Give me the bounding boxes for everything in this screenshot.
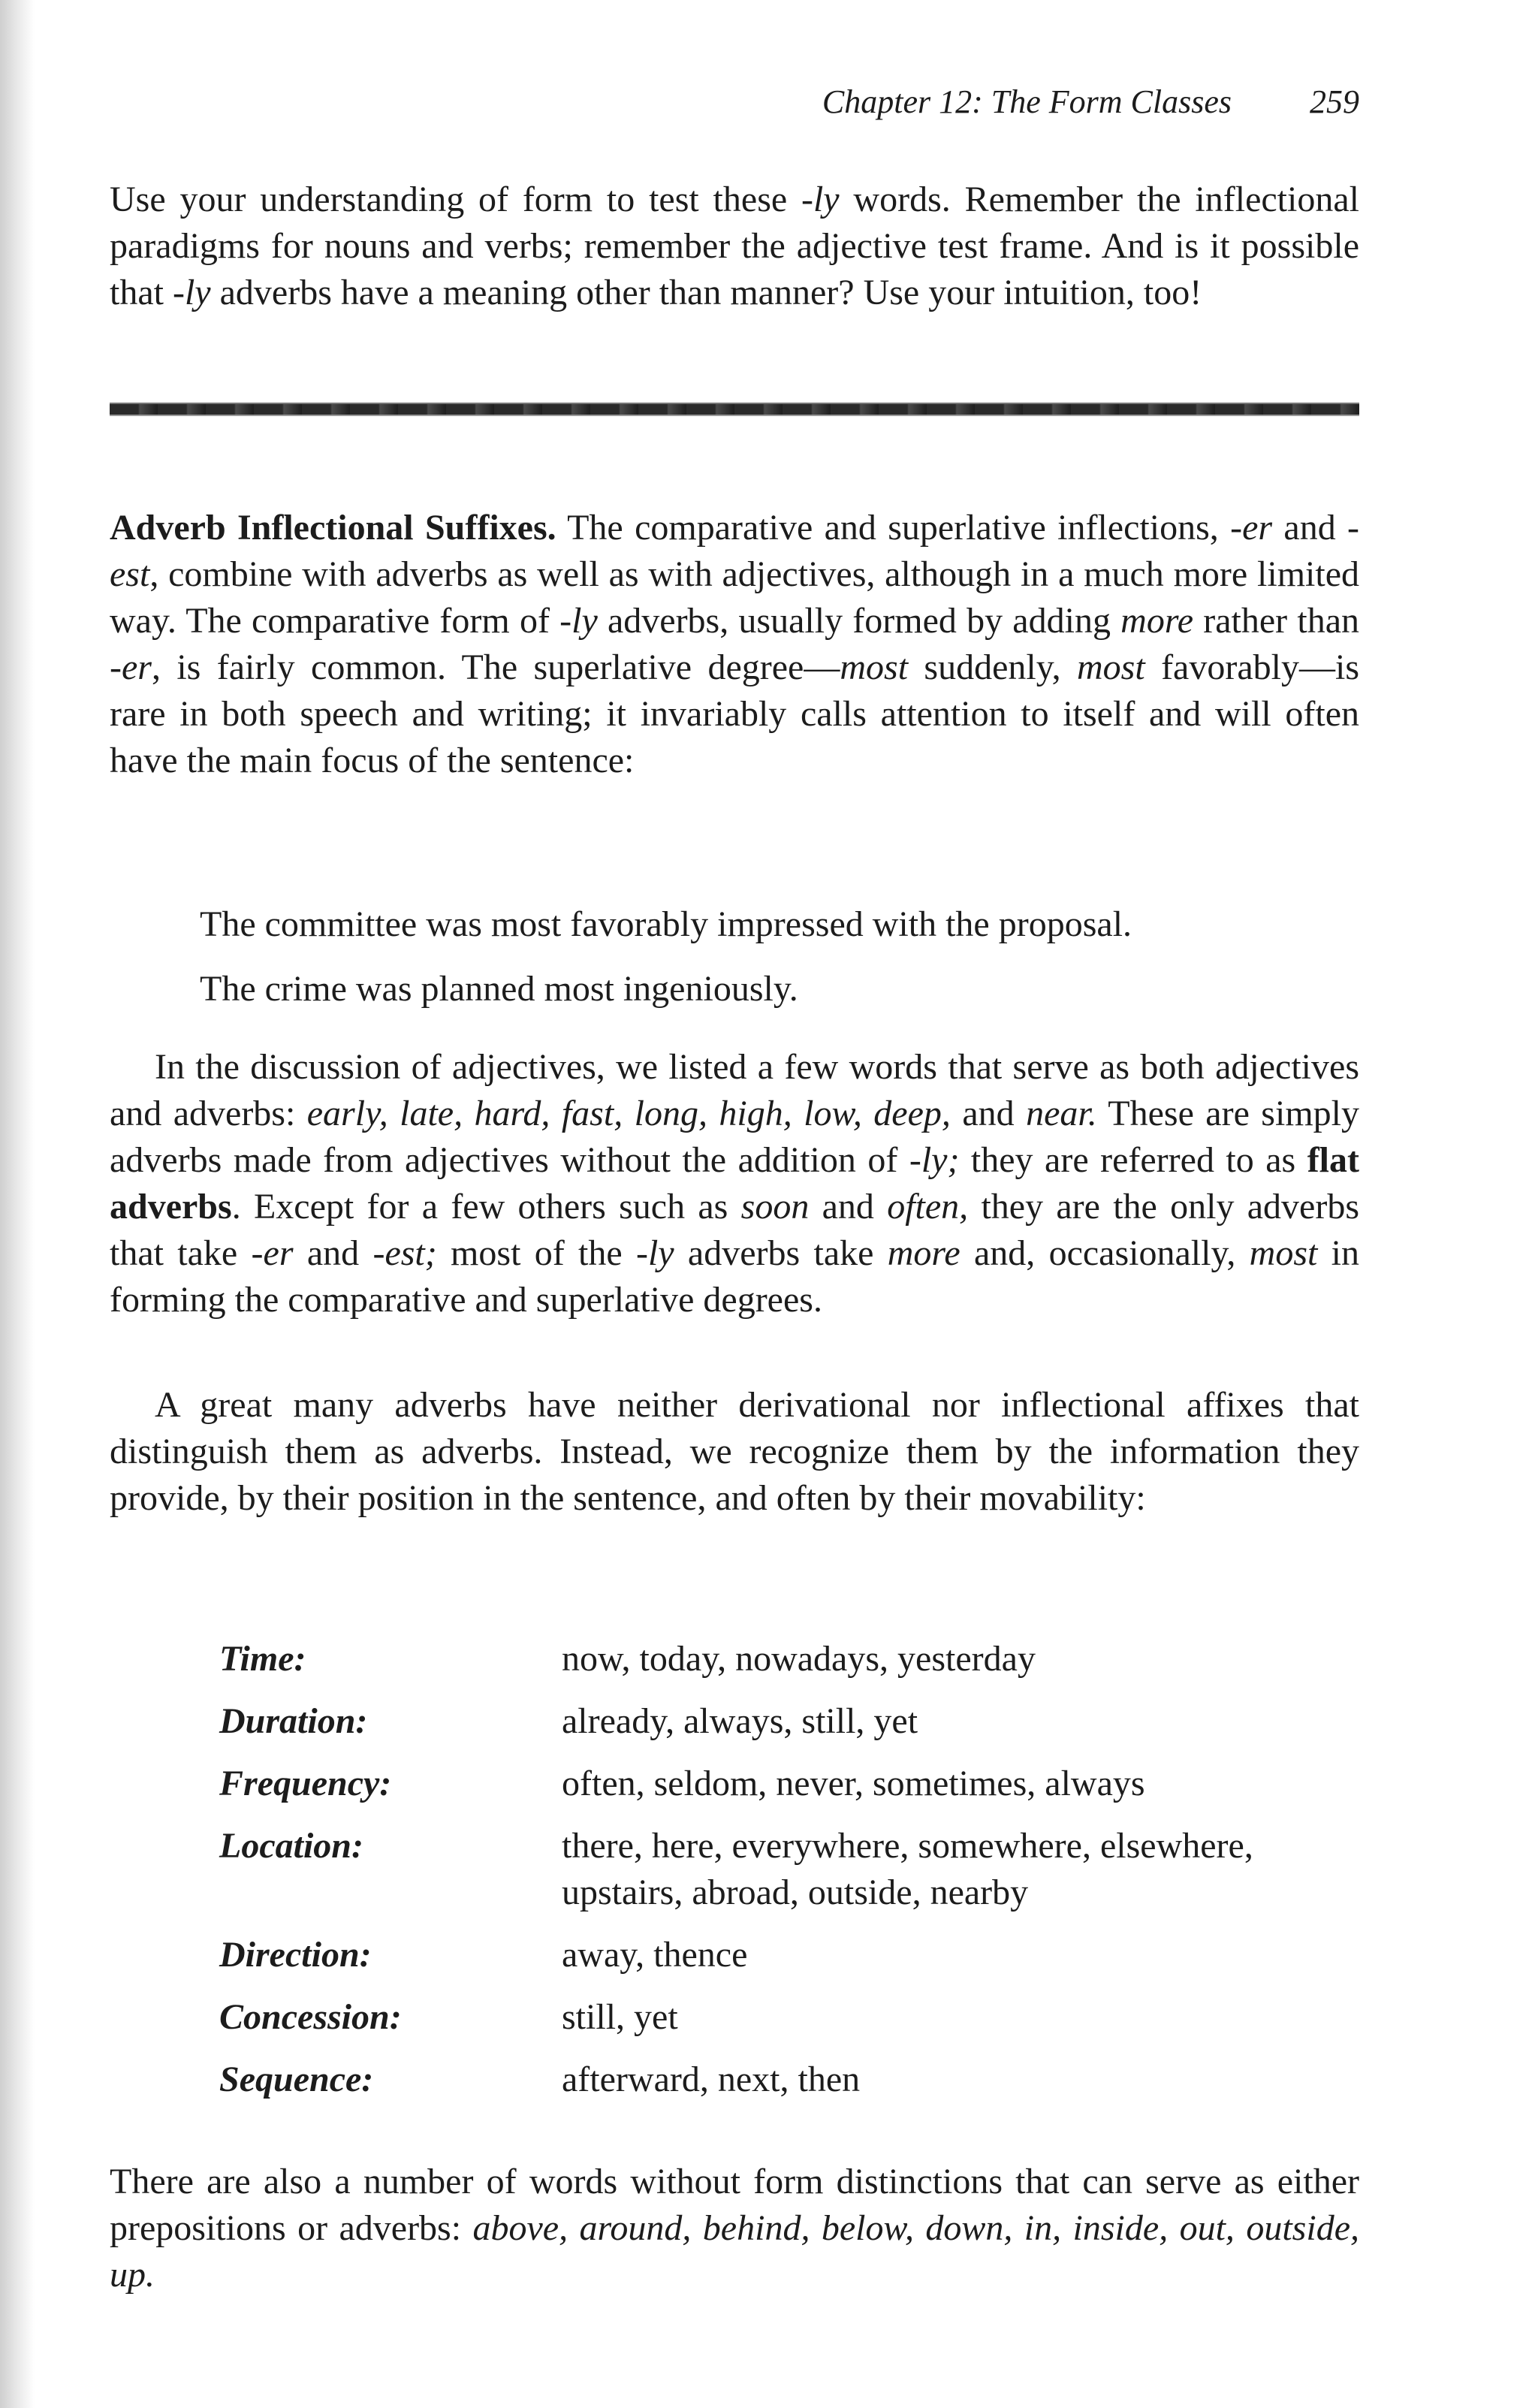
adverb-type-examples: now, today, nowadays, yesterday bbox=[562, 1639, 1036, 1679]
adverb-type-row bbox=[219, 1761, 1271, 1807]
text-run: they are the only adverbs that take bbox=[110, 1187, 1360, 1273]
text-run: suddenly, bbox=[908, 647, 1078, 687]
section-divider-rule bbox=[110, 403, 1359, 416]
example-sentences bbox=[200, 892, 1132, 1021]
adverb-type-examples: often, seldom, never, sometimes, always bbox=[562, 1764, 1145, 1803]
section-heading: Adverb Inflectional Suffixes. bbox=[110, 508, 556, 548]
example-word: near. bbox=[1026, 1094, 1097, 1133]
adverb-type-row bbox=[219, 1636, 1271, 1682]
text-run: they are referred to as bbox=[959, 1140, 1307, 1180]
suffix-er: -er bbox=[251, 1233, 294, 1273]
word-more: more bbox=[887, 1233, 960, 1273]
adverb-type-examples: there, here, everywhere, somewhere, elsewhere, upstairs, abroad, outside, nearby bbox=[562, 1826, 1253, 1912]
suffix-er: -er bbox=[1230, 508, 1273, 548]
body-paragraph bbox=[110, 2159, 1359, 2298]
suffix-ly: -ly bbox=[801, 180, 840, 219]
text-run: most of the bbox=[436, 1233, 636, 1273]
suffix-est: -est; bbox=[372, 1233, 437, 1273]
word-most: most bbox=[1249, 1233, 1318, 1273]
text-run: and bbox=[809, 1187, 888, 1227]
instructions-text bbox=[110, 177, 1359, 316]
adverb-type-label: Time: bbox=[219, 1639, 306, 1679]
example-word: often, bbox=[887, 1187, 969, 1227]
text-run: and bbox=[950, 1094, 1027, 1133]
body-paragraph: A great many adverbs have neither derivational nor inflectional affixes that distinguish them as adverbs. Instead, we recognize them by the information they provide, by their position in the sentence, and often by their movability: bbox=[110, 1385, 1359, 1518]
suffix-ly: -ly bbox=[172, 273, 211, 312]
example-sentence: The crime was planned most ingeniously. bbox=[200, 969, 798, 1009]
word-most: most bbox=[1077, 647, 1145, 687]
text-run: adverbs take bbox=[674, 1233, 888, 1273]
adverb-type-row bbox=[219, 2056, 1271, 2103]
suffix-ly: -ly bbox=[559, 601, 598, 641]
text-run: There are also a number of words without form distinctions that can serve as either prepositions or adverbs: bbox=[110, 2162, 1359, 2248]
adverb-type-row bbox=[219, 1994, 1271, 2041]
adverb-types-list bbox=[219, 1636, 1271, 2119]
text-run: . Except for a few others such as bbox=[231, 1187, 741, 1227]
text-run: rather than bbox=[1193, 601, 1359, 641]
adverb-type-label: Sequence: bbox=[219, 2059, 374, 2099]
text-run: and bbox=[1272, 508, 1348, 548]
key-term: flat adverbs bbox=[110, 1140, 1359, 1227]
running-head bbox=[822, 81, 1359, 123]
example-words: above, around, behind, below, down, in, inside, out, outside, up. bbox=[110, 2208, 1359, 2295]
text-run: These are simply adverbs made from adjectives without the addition of bbox=[110, 1094, 1359, 1180]
paragraph-adverb-recognition bbox=[110, 1382, 1359, 1522]
text-run: and bbox=[293, 1233, 373, 1273]
exercise-instructions bbox=[110, 177, 1359, 316]
section-paragraph bbox=[110, 505, 1359, 784]
text-run: words. Remember the inflectional paradigms for nouns and verbs; remember the adjective test frame. And is it possible that bbox=[110, 180, 1359, 312]
paragraph-flat-adverbs bbox=[110, 1044, 1359, 1323]
adverb-type-label: Direction: bbox=[219, 1935, 372, 1975]
book-page bbox=[110, 0, 1359, 2408]
adverb-type-row bbox=[219, 1823, 1271, 1916]
adverb-type-label: Frequency: bbox=[219, 1764, 392, 1803]
adverb-type-label: Concession: bbox=[219, 1997, 402, 2037]
example-words: early, late, hard, fast, long, high, low, deep, bbox=[306, 1094, 951, 1133]
example-sentence: The committee was most favorably impressed with the proposal. bbox=[200, 904, 1132, 944]
text-run: In the discussion of adjectives, we listed a few words that serve as both adjectives and adverbs: bbox=[110, 1047, 1359, 1133]
paragraph-prepositions-or-adverbs bbox=[110, 2159, 1359, 2298]
chapter-title: Chapter 12: The Form Classes bbox=[822, 83, 1232, 120]
adverb-type-label: Duration: bbox=[219, 1701, 368, 1741]
page-number: 259 bbox=[1310, 83, 1359, 120]
adverb-type-examples: already, always, still, yet bbox=[562, 1701, 918, 1741]
adverb-type-row bbox=[219, 1932, 1271, 1978]
suffix-est: -est bbox=[110, 508, 1360, 594]
suffix-er: -er bbox=[110, 647, 152, 687]
adverb-type-row bbox=[219, 1698, 1271, 1745]
suffix-ly: -ly; bbox=[909, 1140, 960, 1180]
text-run: , combine with adverbs as well as with adjectives, although in a much more limited way. The comparative form of bbox=[110, 554, 1359, 641]
adverb-type-examples: still, yet bbox=[562, 1997, 678, 2037]
section-adverb-inflectional-suffixes bbox=[110, 505, 1359, 784]
body-paragraph bbox=[110, 1044, 1359, 1323]
page-gutter-shadow bbox=[0, 0, 35, 2408]
text-run: favorably—is rare in both speech and writing; it invariably calls attention to itself and will often have the main focus of the sentence: bbox=[110, 647, 1360, 780]
word-most: most bbox=[840, 647, 909, 687]
adverb-type-examples: away, thence bbox=[562, 1935, 748, 1975]
suffix-ly: -ly bbox=[635, 1233, 674, 1273]
text-run: adverbs, usually formed by adding bbox=[597, 601, 1121, 641]
text-run: in forming the comparative and superlative degrees. bbox=[110, 1233, 1360, 1320]
text-run: and, occasionally, bbox=[960, 1233, 1250, 1273]
text-run: Use your understanding of form to test these bbox=[110, 180, 801, 219]
text-run: The comparative and superlative inflections, bbox=[556, 508, 1231, 548]
adverb-type-examples: afterward, next, then bbox=[562, 2059, 861, 2099]
word-more: more bbox=[1120, 601, 1194, 641]
text-run: , is fairly common. The superlative degree— bbox=[151, 647, 840, 687]
example-word: soon bbox=[740, 1187, 810, 1227]
text-run: adverbs have a meaning other than manner? Use your intuition, too! bbox=[210, 273, 1202, 312]
adverb-type-label: Location: bbox=[219, 1826, 363, 1866]
